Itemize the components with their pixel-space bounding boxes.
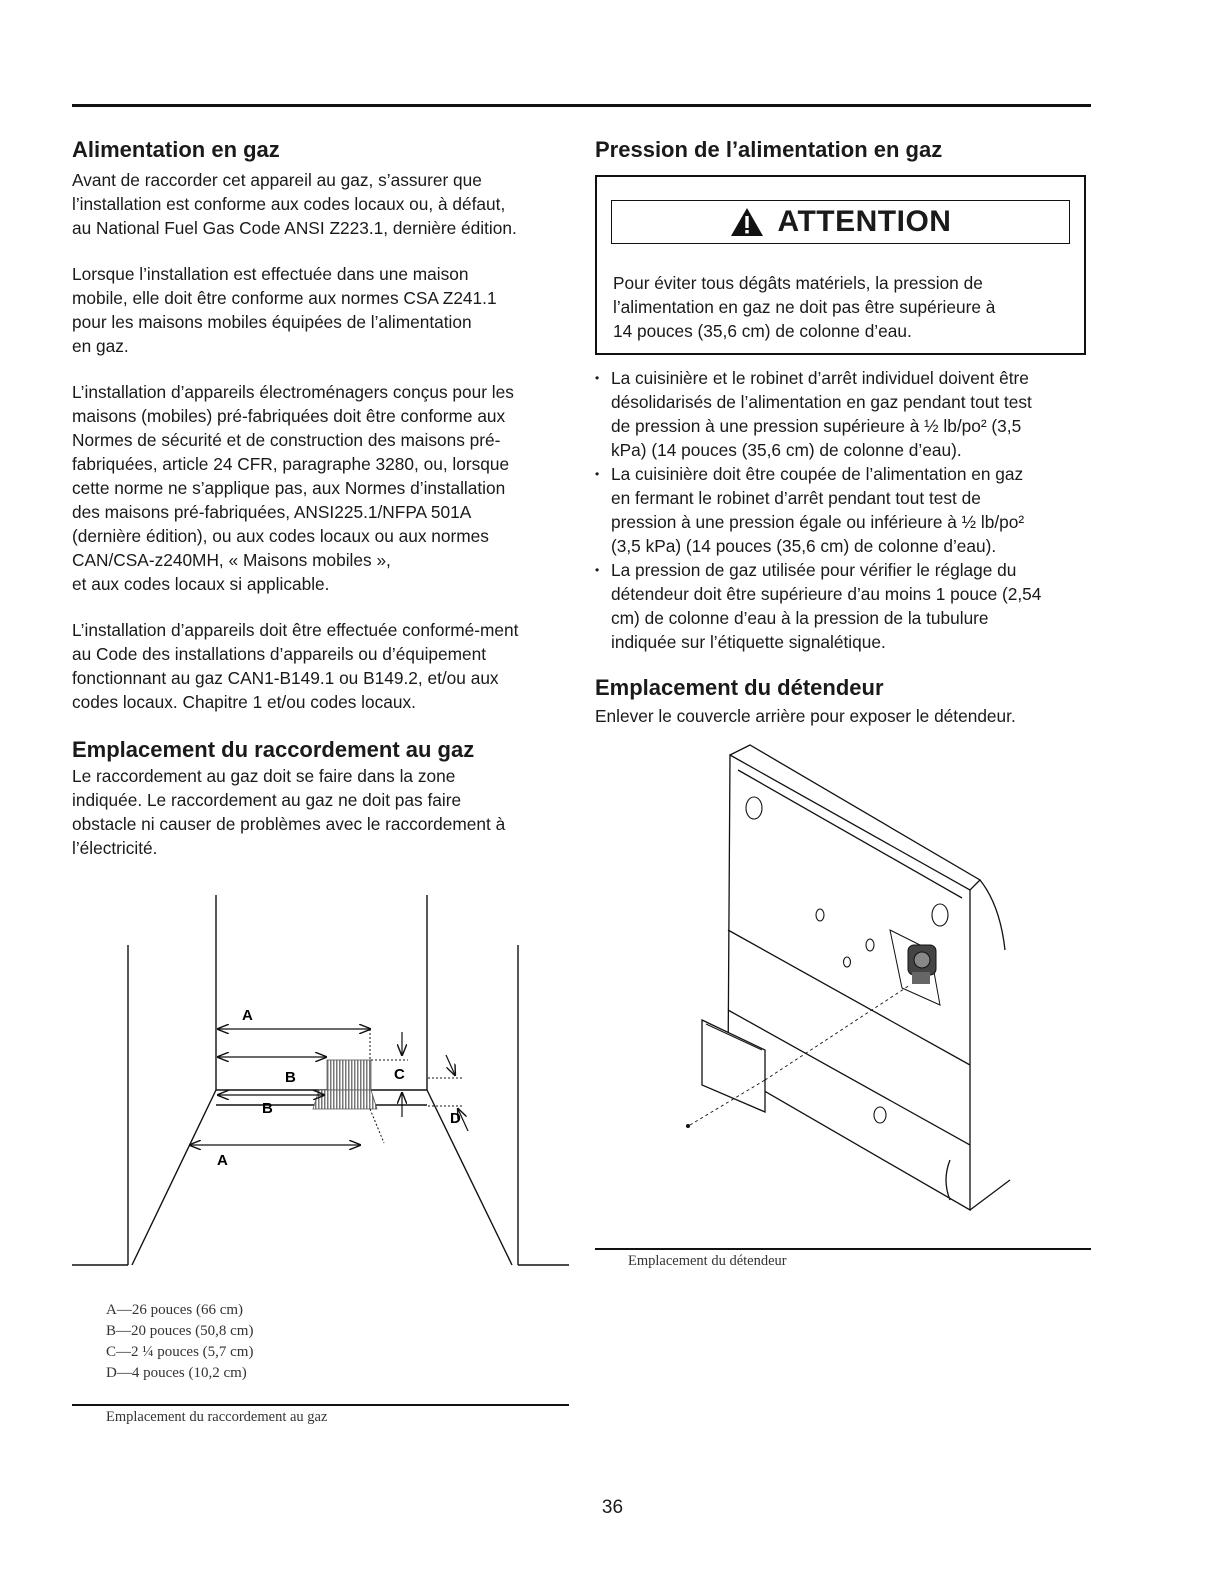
pressure-section: [595, 136, 1095, 168]
regulator-title: Emplacement du détendeur: [595, 675, 884, 700]
regulator-text: Enlever le couvercle arrière pour exposer le détendeur.: [595, 706, 1016, 726]
attention-label: ATTENTION: [777, 205, 952, 238]
attention-text: Pour éviter tous dégâts matériels, la pression de l’alimentation en gaz ne doit pas être supérieure à 14 pouces (35,6 cm) de colonne d’eau.: [613, 273, 996, 341]
label-b-bottom: B: [262, 1100, 273, 1117]
legend-item-d: D—4 pouces (10,2 cm): [106, 1365, 247, 1381]
figure-caption-right: Emplacement du détendeur: [628, 1253, 787, 1269]
gas-supply-paragraph-4: L’installation d’appareils doit être effectuée conformé-ment au Code des installations d’appareils ou d’équipement fonctionnant au gaz CAN1-B149.1 ou B149.2, et/ou aux codes locaux. Chapitre 1 et/ou codes locaux.: [72, 620, 519, 712]
gas-connection-diagram: [72, 895, 572, 1275]
label-d: D: [450, 1110, 461, 1127]
attention-box: [595, 175, 1086, 355]
dimension-legend: [106, 1300, 253, 1384]
legend-item-a: A—26 pouces (66 cm): [106, 1302, 244, 1318]
figure-caption-left: Emplacement du raccordement au gaz: [106, 1409, 328, 1425]
gas-supply-paragraph-2: Lorsque l’installation est effectuée dans une maison mobile, elle doit être conforme aux normes CSA Z241.1 pour les maisons mobiles équipées de l’alimentation en gaz.: [72, 264, 497, 356]
label-b-top: B: [285, 1069, 296, 1086]
label-a-top: A: [242, 1007, 253, 1024]
gas-supply-paragraph-3: L’installation d’appareils électroménagers conçus pour les maisons (mobiles) pré-fabriquées doit être conforme aux Normes de sécurité et de construction des maisons pré- fabriquées, article 24 CFR, paragraphe 3280, ou, lorsque cette norme ne s’applique pas, aux Normes d’installation des maisons pré-fabriquées, ANSI225.1/NFPA 501A (dernière édition), ou aux codes locaux ou aux normes CAN/CSA-z240MH, « Maisons mobiles », et aux codes locaux si applicable.: [72, 382, 514, 594]
gas-supply-paragraph-1: Avant de raccorder cet appareil au gaz, s’assurer que l’installation est conforme aux codes locaux ou, à défaut, au National Fuel Gas Code ANSI Z223.1, dernière édition.: [72, 170, 517, 238]
pressure-bullets: [595, 366, 1095, 654]
regulator-icon: [890, 930, 940, 1005]
caption-rule-right: [595, 1248, 1091, 1250]
warning-icon: [730, 207, 764, 237]
label-c: C: [394, 1066, 405, 1083]
top-rule: [72, 104, 1091, 107]
caption-rule-left: [72, 1404, 569, 1406]
rear-cover: [702, 1020, 765, 1112]
pressure-bullet-3: • La pression de gaz utilisée pour vérifier le réglage du détendeur doit être supérieure d’au moins 1 pouce (2,54 cm) de colonne d’eau à la pression de la tubulure indiquée sur l’étiquette signalétique.: [595, 558, 1095, 654]
connection-location-text: Le raccordement au gaz doit se faire dans la zone indiquée. Le raccordement au gaz ne doit pas faire obstacle ni causer de problèmes avec le raccordement à l’électricité.: [72, 766, 506, 858]
attention-header: [611, 200, 1070, 244]
connection-zone-lower: [313, 1090, 377, 1109]
page-number: 36: [601, 1497, 624, 1518]
regulator-diagram: [680, 740, 1030, 1230]
pressure-title: Pression de l’alimentation en gaz: [595, 137, 943, 162]
gas-supply-section: [72, 136, 572, 736]
connection-zone-upper: [327, 1060, 371, 1090]
pressure-bullet-1: • La cuisinière et le robinet d’arrêt individuel doivent être désolidarisés de l’alimentation en gaz pendant tout test de pression à une pression supérieure à ½ lb/po² (3,5 kPa) (14 pouces (35,6 cm) de colonne d’eau).: [595, 366, 1095, 462]
label-a-bottom: A: [217, 1152, 228, 1169]
legend-item-b: B—20 pouces (50,8 cm): [106, 1323, 254, 1339]
pressure-bullet-2: • La cuisinière doit être coupée de l’alimentation en gaz en fermant le robinet d’arrêt pendant tout test de pression à une pression égale ou inférieure à ½ lb/po² (3,5 kPa) (14 pouces (35,6 cm) de colonne d’eau).: [595, 462, 1095, 558]
gas-supply-title: Alimentation en gaz: [72, 137, 280, 162]
connection-location-title: Emplacement du raccordement au gaz: [72, 737, 475, 762]
legend-item-c: C—2 ¼ pouces (5,7 cm): [106, 1344, 254, 1360]
